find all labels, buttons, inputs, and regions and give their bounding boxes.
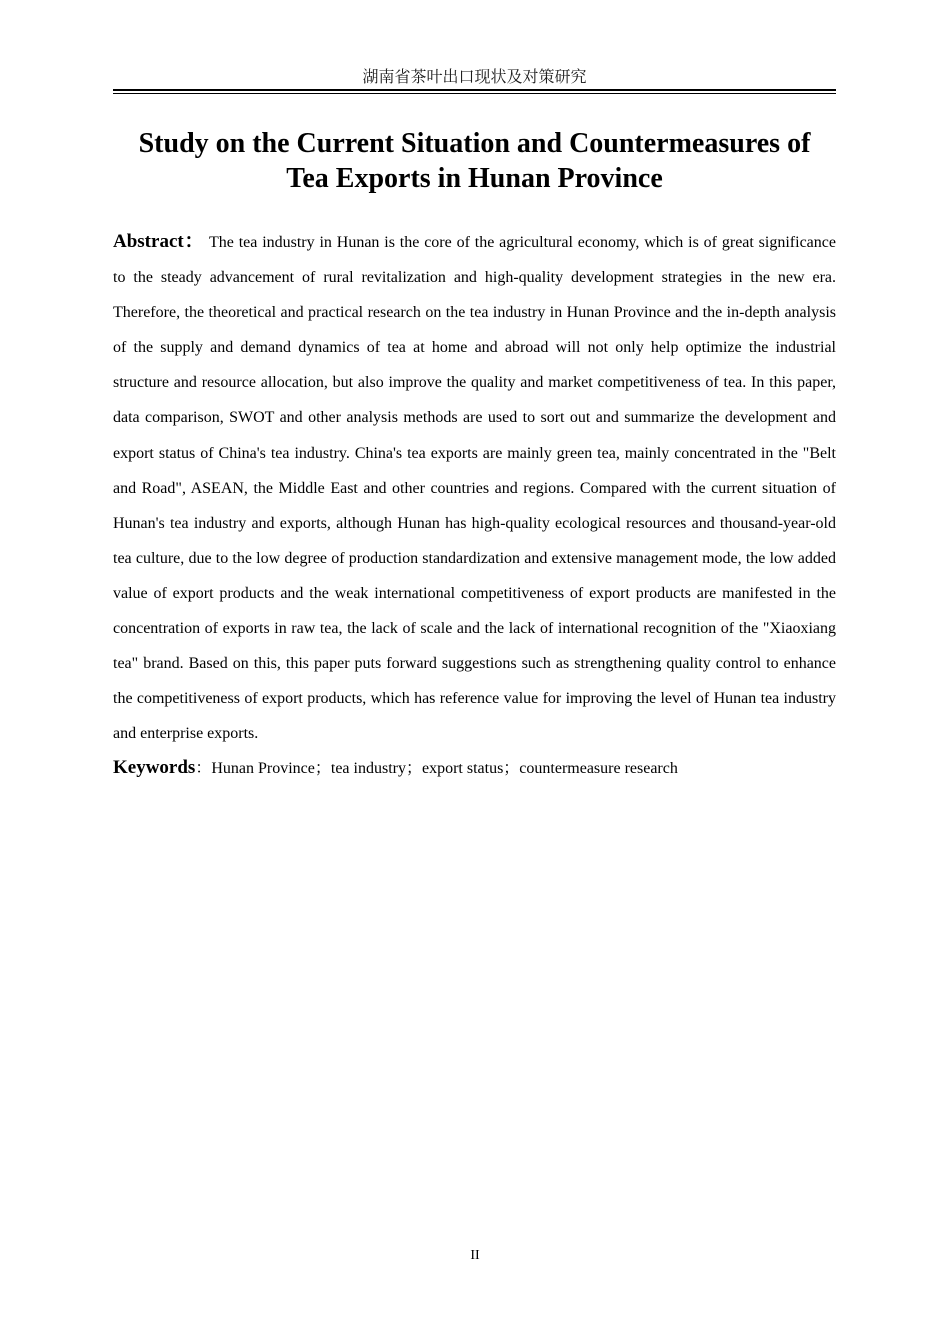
keywords-text: Hunan Province；tea industry；export status；countermeasure research [211,760,678,777]
running-header: 湖南省茶叶出口现状及对策研究 [362,67,587,86]
abstract-text: The tea industry in Hunan is the core of the agricultural economy, which is of great significance to the steady advancement of rural revitalization and high-quality development strategies in the new era. Therefore, the theoretical and practical research on the tea industry in Hunan Province and the in-depth analysis of the supply and demand dynamics of tea at home and abroad will not only help optimize the industrial structure and resource allocation, but also improve the quality and market competitiveness of tea. In this paper, data comparison, SWOT and other analysis methods are used to sort out and summarize the development and export status of China's tea industry. China's tea exports are mainly green tea, mainly concentrated in the "Belt and Road", ASEAN, the Middle East and other countries and regions. Compared with the current situation of Hunan's tea industry and exports, although Hunan has high-quality ecological resources and thousand-year-old tea culture, due to the low degree of production standardization and extensive management mode, the low added value of export products and the weak international competitiveness of export products are manifested in the concentration of exports in raw tea, the lack of scale and the lack of international recognition of the "Xiaoxiang tea" brand. Based on this, this paper puts forward suggestions such as strengthening quality control to enhance the competitiveness of export products, which has reference value for improving the level of Hunan tea industry and enterprise exports. [113,234,836,743]
abstract-paragraph [113,224,836,751]
abstract-label: Abstract [113,231,184,252]
title-line-1: Study on the Current Situation and Countermeasures of [138,128,811,159]
abstract-separator: ： [183,231,205,252]
header-rule-thin [113,93,836,94]
page-number: II [470,1248,480,1263]
title-line-2: Tea Exports in Hunan Province [286,163,663,194]
keywords-separator: ： [195,760,212,777]
keywords-paragraph [113,750,836,786]
paper-title [113,126,836,196]
header-rule-thick [113,89,836,91]
keywords-label: Keywords [113,757,196,778]
